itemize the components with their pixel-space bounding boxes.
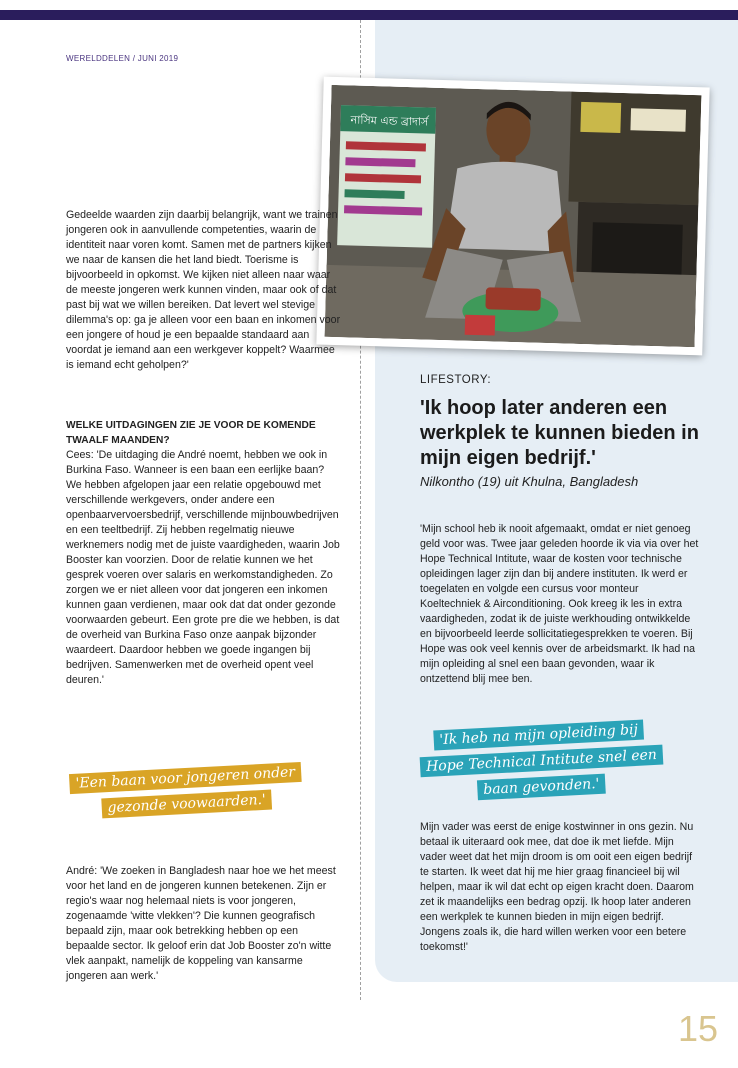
question-answer: Cees: 'De uitdaging die André noemt, hebben we ook in Burkina Faso. Wanneer is een baan een eerlijke baan? We hebben afgelopen jaar een relatie opgebouwd met verschillende werkgevers, onder andere een openbaarvervoersbedrijf, verschillende mijnbouwbedrijven en een teeltbedrijf. Zij hebben regelmatig nieuwe werknemers nodig met de juiste vaardigheden, waarin Job Booster kan voorzien. Door de relatie kunnen we het gesprek voeren over salaris en werkomstandigheden. Zo zorgen we er niet alleen voor dat jongeren een inkomen kunnen gaan verdienen, maar ook dat dat onder gezonde voorwaarden gebeurt. Een grote pre die we hebben, is dat de overheid van Burkina Faso onze aanpak bijzonder waardeert. Daardoor hebben we goede ingangen bij bedrijven. Samenwerken met de overheid opent veel deuren.' bbox=[66, 449, 340, 686]
lifestory-text-1: 'Mijn school heb ik nooit afgemaakt, omdat er niet genoeg geld voor was. Twee jaar geleden hoorde ik via via over het Hope Technical Intitute, waar de kosten voor technische opleidingen lager zijn dan bij andere instituten. Ik werd er toegelaten en volgde een cursus voor monteur Koeltechniek & Airconditioning. Ook kreeg ik les in extra vaardigheden, zodat ik de juiste werkhouding ontwikkelde en bijvoorbeeld leerde sollicitatiegesprekken te voeren. Bij Hope was ook veel kennis over de arbeidsmarkt. Ik had na mijn opleiding al snel een baan gevonden, waar ik ontzettend blij mee ben. bbox=[420, 523, 699, 685]
signboard-text: নাসিম এন্ড ব্রাদার্স bbox=[350, 113, 429, 129]
intro-text: Gedeelde waarden zijn daarbij belangrijk, want we trainen jongeren ook in aanvullende competenties, waarin de identiteit naar voren komt. Samen met de partners kijken we naar de kansen die het land biedt. Toerisme is bijvoorbeeld in opkomst. We kijken niet alleen naar waar de meeste jongeren werk kunnen vinden, maar ook of dat past bij wat we willen bereiken. Dat levert wel stevige dilemma's op: ga je alleen voor een baan en inkomen voor een jongere of houd je een bepaalde standaard aan voordat je iemand aan een werkgever koppelt? Waarmee is iemand echt geholpen?' bbox=[66, 209, 341, 371]
portrait-photo bbox=[325, 85, 702, 347]
issue-label: WERELDDELEN / JUNI 2019 bbox=[66, 54, 179, 63]
pull-quote-right-text: 'Ik heb na mijn opleiding bij Hope Technical Intitute snel een baan gevonden.' bbox=[420, 720, 664, 801]
question-section bbox=[66, 418, 342, 688]
lifestory-paragraph-1 bbox=[420, 522, 702, 687]
top-bar bbox=[0, 10, 738, 20]
pull-quote-left-text: 'Een baan voor jongeren onder gezonde voowaarden.' bbox=[69, 762, 301, 818]
intro-paragraph bbox=[66, 208, 342, 373]
lifestory-title: 'Ik hoop later anderen een werkplek te kunnen bieden in mijn eigen bedrijf.' bbox=[420, 397, 699, 469]
pull-quote-left bbox=[65, 759, 307, 823]
lifestory-paragraph-2 bbox=[420, 820, 702, 955]
lifestory-text-2: Mijn vader was eerst de enige kostwinner in ons gezin. Nu betaal ik uiteraard ook mee, dat doe ik met liefde. Mijn vader weet dat het mijn droom is om ooit een eigen bedrijf te starten. Ik weet dat hij me hier graag financieel bij wil helpen, maar ik wil dat echt op eigen kracht doen. Daarom zet ik maandelijks een bedrag opzij. Ik hoop later anderen een werkplek te kunnen bieden in mijn eigen bedrijf. Jongens zoals ik, die hard willen werken voor een betere toekomst!' bbox=[420, 821, 694, 953]
andre-text: André: 'We zoeken in Bangladesh naar hoe we het meest voor het land en de jongeren kunnen betekenen. Zijn er regio's waar nog helemaal niets is voor jongeren, zogenaamde 'witte vlekken'? Die kunnen geografisch bepaald zijn, maar ook betrekking hebben op een bepaalde sector. Ik geloof erin dat Job Booster zo'n witte vlek aanpakt, namelijk de koppeling van kansarme jongeren aan werk.' bbox=[66, 865, 336, 982]
lifestory-subtitle: Nilkontho (19) uit Khulna, Bangladesh bbox=[420, 474, 639, 489]
photo-frame bbox=[316, 77, 709, 356]
andre-paragraph bbox=[66, 864, 342, 984]
lifestory-label: LIFESTORY: bbox=[420, 374, 492, 386]
page-number: 15 bbox=[677, 1008, 718, 1049]
question-heading: WELKE UITDAGINGEN ZIE JE VOOR DE KOMENDE TWAALF MAANDEN? bbox=[66, 420, 316, 446]
pull-quote-right bbox=[418, 716, 662, 806]
